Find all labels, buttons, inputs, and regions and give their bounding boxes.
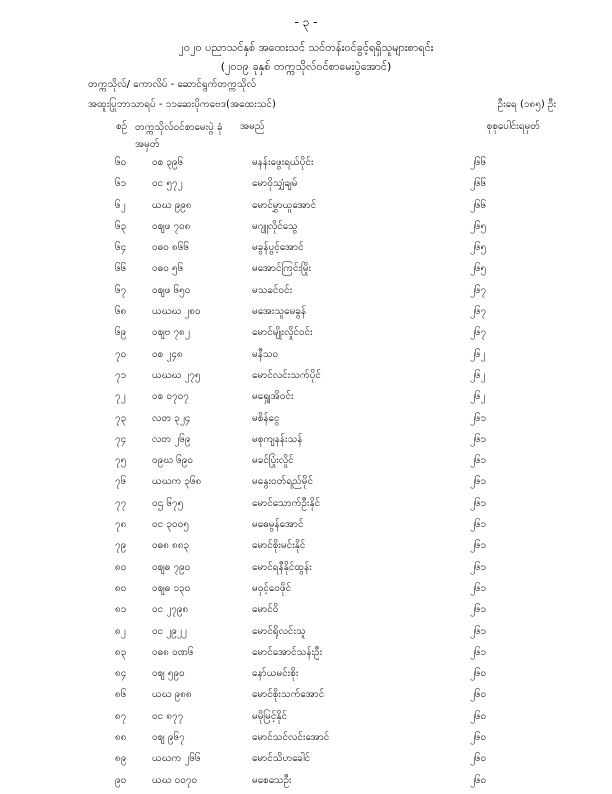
total-mark: ၂၆၇ xyxy=(470,306,487,318)
student-name: မရျှေအိဝင်း xyxy=(252,391,294,403)
student-name: မနွေးဝတ်ရည်မိုင် xyxy=(252,476,314,488)
table-row xyxy=(0,219,612,240)
roll-number: ဝဈ ၅၉၀ xyxy=(152,668,185,680)
header-roll-text: တက္ကသိုလ်ဝင်စာမေးပွဲ ခုံအမှတ် xyxy=(135,122,223,150)
table-row xyxy=(0,368,612,389)
header-total-marks: စုစုပေါင်းရမှတ် xyxy=(486,121,540,132)
table-row xyxy=(0,453,612,474)
table-row xyxy=(0,624,612,645)
table-row xyxy=(0,730,612,751)
page-number: - ၃ - xyxy=(294,15,318,29)
total-mark: ၂၆၀ xyxy=(470,689,487,701)
row-number: ၇၇ xyxy=(115,497,127,509)
row-number: ၆၆ xyxy=(115,263,127,275)
roll-number: ဝင ၅၇၂ xyxy=(152,178,183,190)
roll-number: ဝင ၂၉၂၂ xyxy=(152,625,187,637)
table-row xyxy=(0,581,612,602)
total-mark: ၂၆၅ xyxy=(470,263,487,275)
table-row xyxy=(0,666,612,687)
table-row xyxy=(0,773,612,794)
roll-number: ဝဈဖ ၆၅၀ xyxy=(152,284,191,296)
student-name: မမိုမြင့်နိုင် xyxy=(252,710,288,722)
student-name: မနန်းဖွေးရယ်ပိုင်း xyxy=(252,157,314,168)
row-number: ၇၁ xyxy=(115,369,127,381)
row-number: ၇၉ xyxy=(115,540,127,552)
table-row xyxy=(0,325,612,346)
student-name: မောင်ရနီနိုင်ထွန်း xyxy=(252,561,312,573)
table-row xyxy=(0,645,612,666)
student-name: မစိန်ငွေ xyxy=(252,412,280,424)
roll-number: ဝဈဓ ၁၃၀ xyxy=(152,582,191,594)
table-row xyxy=(0,560,612,581)
table-row xyxy=(0,347,612,368)
row-number: ၆၄ xyxy=(115,242,127,254)
student-name: မခင်ပြုံးလှိုင် xyxy=(252,455,294,467)
total-mark: ၂၆၁ xyxy=(470,625,487,637)
roll-number: လတ ၃၂၄ xyxy=(152,412,191,424)
header-roll-number xyxy=(135,119,235,153)
table-row xyxy=(0,538,612,559)
student-name: မဂျူလိုင်သွေ xyxy=(252,220,298,232)
table-row xyxy=(0,155,612,176)
total-mark: ၂၆၁ xyxy=(470,412,487,424)
row-number: ၈၆ xyxy=(115,689,127,701)
roll-number: ဝဓဝ ၅၆ xyxy=(152,263,184,275)
roll-number: ယဃဃ ၂၇၅ xyxy=(152,369,201,381)
roll-number: ဝစ ၃၉၆ xyxy=(152,157,184,168)
row-number: ၇၀ xyxy=(115,348,127,360)
table-row xyxy=(0,283,612,304)
total-mark: ၂၆၁ xyxy=(470,540,487,552)
roll-number: ဝ၉ဃ ၆၉၀ xyxy=(152,455,194,467)
row-number: ၇၆ xyxy=(115,476,127,488)
row-number: ၇၄ xyxy=(115,433,127,445)
university-label: တက္ကသိုလ်/ ကောလိပ် - ဆောင်ရွက်တက္ကသိုလ် xyxy=(88,79,256,90)
row-number: ၆၉ xyxy=(115,327,127,339)
student-name: မောင်သောက်ဦးနိုင် xyxy=(252,497,321,509)
subject-label: အထူးပြုဘာသာရပ် - ၁၁ဆေးပိုကဗေဒ(အထေးသင်) xyxy=(88,99,276,110)
roll-number: ဝဈဓ ၇၉၀ xyxy=(152,561,191,573)
roll-number: ယဃက ၂၆၆ xyxy=(152,753,201,765)
student-name: မဓေမွန်အောင် xyxy=(252,519,304,531)
student-name: မောင်မျိုးလှိုင်ဝင်း xyxy=(252,327,313,339)
title-line-2: (၂၀၁၉ ခုနှစ် တက္ကသိုလ်ဝင်စာမေးပွဲအောင်) xyxy=(220,60,392,73)
row-number: ၆၇ xyxy=(115,284,127,296)
row-number: ၈၂ xyxy=(115,625,126,637)
roll-number: ဝဈ ၉၆၇ xyxy=(152,732,185,744)
student-list xyxy=(0,155,612,794)
total-mark: ၂၆၁ xyxy=(470,433,487,445)
row-number: ၈၀ xyxy=(115,582,127,594)
roll-number: ဝဈဗ ၇၈၂ xyxy=(152,327,190,339)
total-mark: ၂၆၁ xyxy=(470,519,487,531)
header-name: အမည် xyxy=(240,121,265,132)
table-row xyxy=(0,261,612,282)
student-name: မောင်စိုးမင်းနိုင် xyxy=(252,540,306,552)
student-name: မစုကျနန်းသန် xyxy=(252,433,303,445)
total-mark: ၂၆၅ xyxy=(470,242,487,254)
row-number: ၈၇ xyxy=(115,710,127,722)
roll-number: ဝဌ ၆၇၅ xyxy=(152,497,184,509)
row-number: ၈၄ xyxy=(115,668,127,680)
total-mark: ၂၆၀ xyxy=(470,753,487,765)
total-mark: ၂၆၂ xyxy=(470,391,486,403)
row-number: ၈၁ xyxy=(115,604,127,616)
total-mark: ၂၆၁ xyxy=(470,582,487,594)
student-name: မောင်ဝိ xyxy=(252,604,279,616)
roll-number: ဝင ၂၇၉၈ xyxy=(152,604,189,616)
student-name: မောင်မွှာယူအောင် xyxy=(252,199,317,211)
row-number: ၆၂ xyxy=(115,199,126,211)
total-mark: ၂၆၀ xyxy=(470,732,487,744)
table-row xyxy=(0,709,612,730)
student-name: မသခင်ဝင်း xyxy=(252,284,293,296)
row-number: ၇၅ xyxy=(115,455,127,467)
total-mark: ၂၆၀ xyxy=(470,710,487,722)
row-number: ၆၁ xyxy=(115,178,127,190)
roll-number: ဝဓ၈ ၈၈၃ xyxy=(152,540,190,552)
student-name: မအောင်ကြင်းမြိုး xyxy=(252,263,312,275)
roll-number: ဝင ၃၀၀၅ xyxy=(152,519,189,531)
title-line-1: ၂၀၂၀ ပညာသင်နှစ် အထေးသင် သင်တန်းဝင်ခွင့်ရရှိသူများစာရင်း xyxy=(178,41,434,54)
row-number: ၈၀ xyxy=(115,561,127,573)
student-name: မဝှင့်ဝေဖိုင် xyxy=(252,582,292,594)
table-row xyxy=(0,496,612,517)
roll-number: ယဃ ဝဝ၇ဝ xyxy=(152,774,198,786)
total-count: ဦးရေ (၁၈၅) ဦး xyxy=(497,99,556,110)
row-number: ၈၈ xyxy=(115,732,127,744)
total-mark: ၂၆၀ xyxy=(470,668,487,680)
student-name: မောင်သိဟခေါင် xyxy=(252,753,311,765)
total-mark: ၂၆၁ xyxy=(470,497,487,509)
total-mark: ၂၆၂ xyxy=(470,348,486,360)
total-mark: ၂၆၁ xyxy=(470,476,487,488)
row-number: ၈၃ xyxy=(115,646,127,658)
total-mark: ၂၆၆ xyxy=(470,199,487,211)
total-mark: ၂၆၅ xyxy=(470,220,487,232)
row-number: ၉၀ xyxy=(115,774,127,786)
roll-number: ဝစ ၂၄၈ xyxy=(152,348,183,360)
student-name: မောင်ရိုလင်းသူ xyxy=(252,625,306,637)
student-name: မစေသေဦး xyxy=(252,774,292,786)
total-mark: ၂၆၁ xyxy=(470,561,487,573)
row-number: ၆၃ xyxy=(115,220,127,232)
table-row xyxy=(0,432,612,453)
row-number: ၇၈ xyxy=(115,519,127,531)
student-name: မောင်အောင်သန်းဦး xyxy=(252,646,323,658)
roll-number: ဝင ၈၇၇ xyxy=(152,710,184,722)
table-row xyxy=(0,602,612,623)
total-mark: ၂၆၀ xyxy=(470,774,487,786)
table-row xyxy=(0,411,612,432)
table-row xyxy=(0,176,612,197)
table-row xyxy=(0,240,612,261)
row-number: ၆၈ xyxy=(115,306,127,318)
total-mark: ၂၆၆ xyxy=(470,178,487,190)
roll-number: ယဃ ၉၉၈ xyxy=(152,199,192,211)
roll-number: ယဃ ၉၈၈ xyxy=(152,689,192,701)
student-name: မခွန်ပွင့်အောင် xyxy=(252,242,304,254)
table-row xyxy=(0,304,612,325)
student-name: နော်ယမင်းစိုး xyxy=(252,668,299,680)
roll-number: ဝဓ၈ ဝဏ၆ xyxy=(152,646,194,658)
roll-number: ဝစ ဝ၇ဝ၇ xyxy=(152,391,189,403)
table-row xyxy=(0,474,612,495)
student-name: မောင်သင်လင်းအောင် xyxy=(252,732,330,744)
roll-number: ယဃက ၃၆၈ xyxy=(152,476,202,488)
table-row xyxy=(0,389,612,410)
row-number: ၇၃ xyxy=(115,412,127,424)
student-name: မောဝိုသျှံချမ် xyxy=(252,178,298,190)
table-row xyxy=(0,751,612,772)
table-row xyxy=(0,198,612,219)
total-mark: ၂၆၂ xyxy=(470,369,486,381)
roll-number: ဝဓဝ ၈၆၆ xyxy=(152,242,189,254)
row-number: ၈၉ xyxy=(115,753,127,765)
total-mark: ၂၆၇ xyxy=(470,327,487,339)
roll-number: လတ ၂၆၉ xyxy=(152,433,191,445)
row-number: ၇၂ xyxy=(115,391,126,403)
table-row xyxy=(0,687,612,708)
total-mark: ၂၆၁ xyxy=(470,646,487,658)
row-number: ၆၀ xyxy=(115,157,127,168)
total-mark: ၂၆၁ xyxy=(470,455,487,467)
header-no: စဉ် xyxy=(116,121,128,132)
total-mark: ၂၆၇ xyxy=(470,284,487,296)
table-row xyxy=(0,517,612,538)
total-mark: ၂၆၁ xyxy=(470,604,487,616)
student-name: မောင်စိုးသက်အောင် xyxy=(252,689,325,701)
student-name: မောင်လင်းသက်ပိုင် xyxy=(252,369,321,381)
roll-number: ယဃဃ ၂၈၀ xyxy=(152,306,201,318)
total-mark: ၂၆၆ xyxy=(470,157,487,168)
roll-number: ဝဈဖ ၇၀၈ xyxy=(152,220,191,232)
student-name: မနီသ၀ xyxy=(252,348,279,360)
student-name: မအေးသူမေခွန် xyxy=(252,306,307,318)
